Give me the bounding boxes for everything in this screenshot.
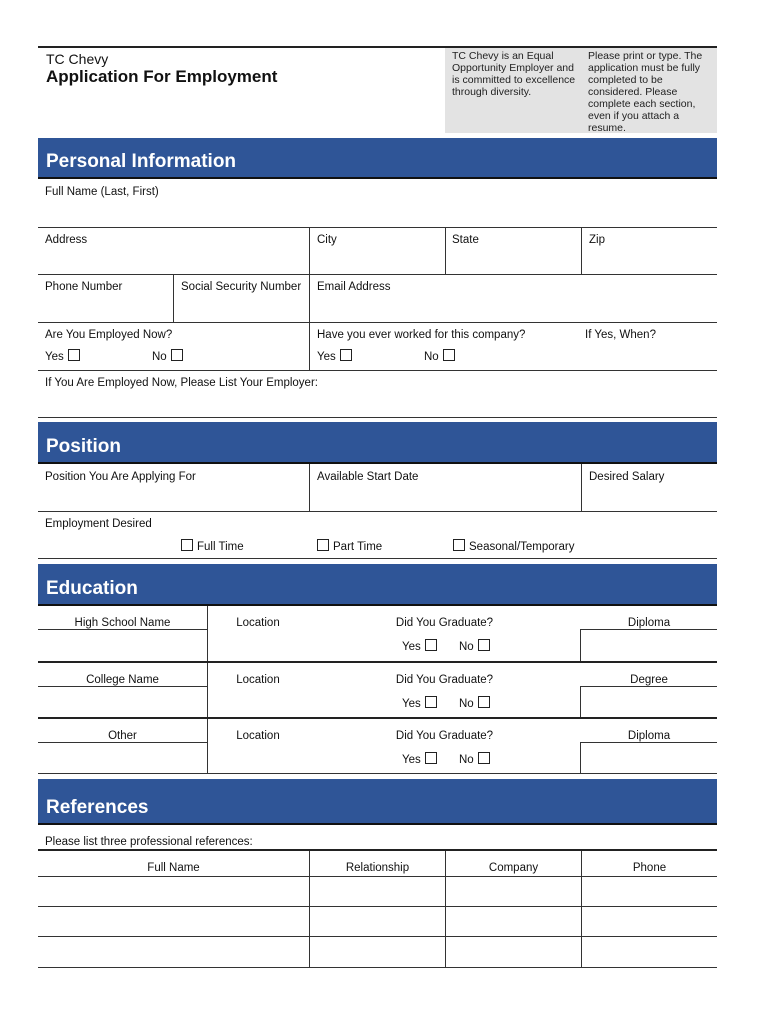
rule xyxy=(38,773,717,774)
high-school-location-field[interactable] xyxy=(208,631,308,659)
state-field[interactable] xyxy=(446,248,580,273)
rule xyxy=(38,717,717,719)
worked-no-option[interactable] xyxy=(424,349,455,363)
other-name-label: Other xyxy=(108,730,137,742)
high-school-yes-checkbox[interactable] xyxy=(425,639,437,651)
ssn-label: Social Security Number xyxy=(181,281,302,293)
salary-field[interactable] xyxy=(582,486,716,510)
part-time-checkbox[interactable] xyxy=(317,539,329,551)
no-label: No xyxy=(459,698,474,710)
no-label: No xyxy=(424,351,439,363)
ref-phone-header: Phone xyxy=(632,862,667,874)
high-school-graduate-label: Did You Graduate? xyxy=(395,617,494,629)
other-location-field[interactable] xyxy=(208,744,308,771)
yes-label: Yes xyxy=(402,754,421,766)
worked-yes-option[interactable] xyxy=(317,349,352,363)
other-diploma-field[interactable] xyxy=(581,744,716,771)
rule xyxy=(580,742,717,743)
rule xyxy=(38,227,717,228)
rule xyxy=(38,322,717,323)
rule xyxy=(38,686,207,687)
yes-label: Yes xyxy=(402,641,421,653)
personal-info-header xyxy=(38,138,717,179)
employed-yes-checkbox[interactable] xyxy=(68,349,80,361)
other-yes-checkbox[interactable] xyxy=(425,752,437,764)
if-yes-when-field[interactable] xyxy=(585,344,716,368)
city-field[interactable] xyxy=(310,248,444,273)
other-no-checkbox[interactable] xyxy=(478,752,490,764)
if-yes-when-label: If Yes, When? xyxy=(585,329,656,341)
company-name: TC Chevy xyxy=(46,51,109,67)
table-row[interactable] xyxy=(38,907,717,936)
college-no-checkbox[interactable] xyxy=(478,696,490,708)
ref-company-header: Company xyxy=(488,862,539,874)
rule xyxy=(580,629,717,630)
desired-salary-label: Desired Salary xyxy=(589,471,665,483)
worked-no-checkbox[interactable] xyxy=(443,349,455,361)
other-location-label: Location xyxy=(236,730,280,742)
yes-label: Yes xyxy=(45,351,64,363)
zip-field[interactable] xyxy=(582,248,716,273)
other-diploma-label: Diploma xyxy=(627,730,671,742)
high-school-name-label: High School Name xyxy=(74,617,171,629)
ref-relationship-header: Relationship xyxy=(345,862,410,874)
address-label: Address xyxy=(45,234,88,246)
list-employer-label: If You Are Employed Now, Please List Your Employer: xyxy=(45,377,318,389)
college-degree-field[interactable] xyxy=(581,688,716,715)
other-no-option[interactable] xyxy=(459,752,490,766)
no-label: No xyxy=(459,641,474,653)
other-yes-option[interactable] xyxy=(402,752,437,766)
college-yes-option[interactable] xyxy=(402,696,437,710)
references-instruction: Please list three professional references: xyxy=(45,836,253,848)
full-name-label: Full Name (Last, First) xyxy=(45,186,159,198)
yes-label: Yes xyxy=(402,698,421,710)
instructions-note: Please print or type. The application must be fully completed to be considered. Please complete each section, even if you attach a resume. xyxy=(588,50,703,134)
start-date-label: Available Start Date xyxy=(317,471,419,483)
rule xyxy=(38,370,717,371)
equal-opportunity-note: TC Chevy is an Equal Opportunity Employer and is committed to excellence through diversity. xyxy=(452,50,576,98)
full-time-label: Full Time xyxy=(197,541,244,553)
worked-yes-checkbox[interactable] xyxy=(340,349,352,361)
high-school-yes-option[interactable] xyxy=(402,639,437,653)
worked-here-label: Have you ever worked for this company? xyxy=(317,329,526,341)
address-field[interactable] xyxy=(38,248,308,273)
college-location-label: Location xyxy=(236,674,280,686)
state-label: State xyxy=(452,234,479,246)
yes-label: Yes xyxy=(317,351,336,363)
part-time-option[interactable] xyxy=(317,539,382,553)
ssn-field[interactable] xyxy=(174,296,308,321)
college-name-label: College Name xyxy=(86,674,159,686)
rule xyxy=(38,742,207,743)
college-graduate-label: Did You Graduate? xyxy=(395,674,494,686)
employed-now-label: Are You Employed Now? xyxy=(45,329,173,341)
education-heading: Education xyxy=(46,578,138,599)
position-heading: Position xyxy=(46,436,121,457)
phone-field[interactable] xyxy=(38,296,172,321)
employed-no-checkbox[interactable] xyxy=(171,349,183,361)
references-heading: References xyxy=(46,797,149,818)
references-header xyxy=(38,779,717,825)
rule xyxy=(38,967,717,968)
start-date-field[interactable] xyxy=(310,486,580,510)
rule xyxy=(38,511,717,512)
seasonal-label: Seasonal/Temporary xyxy=(469,541,575,553)
no-label: No xyxy=(459,754,474,766)
phone-label: Phone Number xyxy=(45,281,123,293)
rule xyxy=(38,849,717,851)
employed-no-option[interactable] xyxy=(152,349,183,363)
part-time-label: Part Time xyxy=(333,541,383,553)
full-name-field[interactable] xyxy=(38,200,717,226)
employer-field[interactable] xyxy=(38,391,717,416)
other-name-field[interactable] xyxy=(38,744,206,771)
high-school-diploma-field[interactable] xyxy=(581,631,716,659)
college-no-option[interactable] xyxy=(459,696,490,710)
position-applying-label: Position You Are Applying For xyxy=(45,471,196,483)
page-title: Application For Employment xyxy=(46,67,278,86)
employment-desired-label: Employment Desired xyxy=(45,518,152,530)
position-header xyxy=(38,422,717,464)
high-school-location-label: Location xyxy=(236,617,280,629)
seasonal-checkbox[interactable] xyxy=(453,539,465,551)
high-school-name-field[interactable] xyxy=(38,631,206,659)
table-row[interactable] xyxy=(38,877,717,906)
city-label: City xyxy=(317,234,337,246)
full-time-checkbox[interactable] xyxy=(181,539,193,551)
other-graduate-label: Did You Graduate? xyxy=(395,730,494,742)
email-field[interactable] xyxy=(310,296,716,321)
education-header xyxy=(38,564,717,606)
personal-info-heading: Personal Information xyxy=(46,151,237,172)
divider xyxy=(309,322,310,370)
table-row[interactable] xyxy=(38,937,717,967)
high-school-no-option[interactable] xyxy=(459,639,490,653)
rule xyxy=(38,558,717,559)
rule xyxy=(38,629,207,630)
college-degree-label: Degree xyxy=(630,674,668,686)
rule xyxy=(38,417,717,418)
full-time-option[interactable] xyxy=(181,539,244,553)
no-label: No xyxy=(152,351,167,363)
seasonal-option[interactable] xyxy=(453,539,574,553)
college-name-field[interactable] xyxy=(38,688,206,715)
employed-yes-option[interactable] xyxy=(45,349,80,363)
rule xyxy=(580,686,717,687)
ref-full-name-header: Full Name xyxy=(147,862,200,874)
high-school-no-checkbox[interactable] xyxy=(478,639,490,651)
rule xyxy=(38,274,717,275)
email-label: Email Address xyxy=(317,281,391,293)
zip-label: Zip xyxy=(589,234,605,246)
college-yes-checkbox[interactable] xyxy=(425,696,437,708)
position-field[interactable] xyxy=(38,486,308,510)
college-location-field[interactable] xyxy=(208,688,308,715)
rule xyxy=(38,661,717,663)
high-school-diploma-label: Diploma xyxy=(627,617,671,629)
